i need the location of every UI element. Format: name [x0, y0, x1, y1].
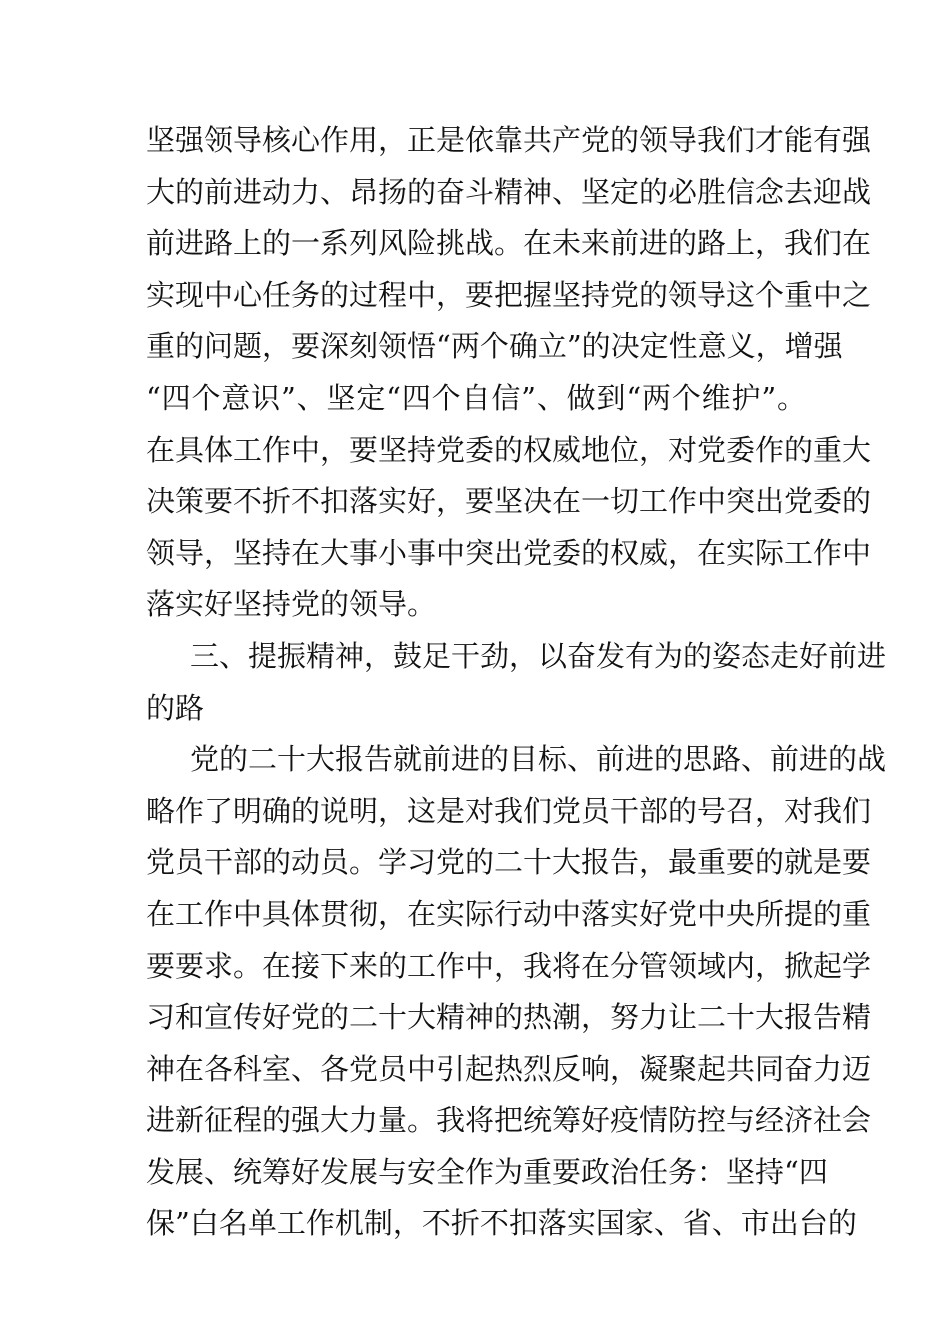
text-line: 实现中心任务的过程中，要把握坚持党的领导这个重中之: [146, 277, 872, 312]
text-line: 党的二十大报告就前进的目标、前进的思路、前进的战: [190, 742, 887, 777]
text-line: 保”白名单工作机制，不折不扣落实国家、省、市出台的: [146, 1206, 857, 1241]
text-line: 习和宣传好党的二十大精神的热潮，努力让二十大报告精: [146, 1000, 872, 1035]
section-heading-line: 三、提振精神，鼓足干劲，以奋发有为的姿态走好前进: [190, 638, 887, 673]
text-line: 重的问题，要深刻领悟“两个确立”的决定性意义，增强: [146, 329, 843, 364]
text-line: 神在各科室、各党员中引起热烈反响，凝聚起共同奋力迈: [146, 1051, 872, 1086]
text-line: 要要求。在接下来的工作中，我将在分管领域内，掀起学: [146, 948, 872, 983]
text-line: 大的前进动力、昂扬的奋斗精神、坚定的必胜信念去迎战: [146, 174, 872, 209]
text-line: 在工作中具体贯彻，在实际行动中落实好党中央所提的重: [146, 896, 872, 931]
body-text: [146, 123, 887, 1261]
text-line: 党员干部的动员。学习党的二十大报告，最重要的就是要: [146, 845, 872, 880]
text-line: 在具体工作中，要坚持党委的权威地位，对党委作的重大: [146, 432, 872, 467]
text-line: 落实好坚持党的领导。: [146, 587, 437, 622]
section-heading-line: 的路: [146, 690, 205, 725]
text-line: 进新征程的强大力量。我将把统筹好疫情防控与经济社会: [146, 1103, 872, 1138]
text-line: 发展、统筹好发展与安全作为重要政治任务：坚持“四: [146, 1154, 828, 1189]
text-line: 决策要不折不扣落实好，要坚决在一切工作中突出党委的: [146, 484, 872, 519]
text-line: 前进路上的一系列风险挑战。在未来前进的路上，我们在: [146, 226, 872, 261]
text-line: 领导，坚持在大事小事中突出党委的权威，在实际工作中: [146, 535, 872, 570]
text-line: 略作了明确的说明，这是对我们党员干部的号召，对我们: [146, 793, 872, 828]
text-line: “四个意识”、坚定“四个自信”、做到“两个维护”。: [146, 380, 806, 415]
text-line: 坚强领导核心作用，正是依靠共产党的领导我们才能有强: [146, 123, 872, 157]
